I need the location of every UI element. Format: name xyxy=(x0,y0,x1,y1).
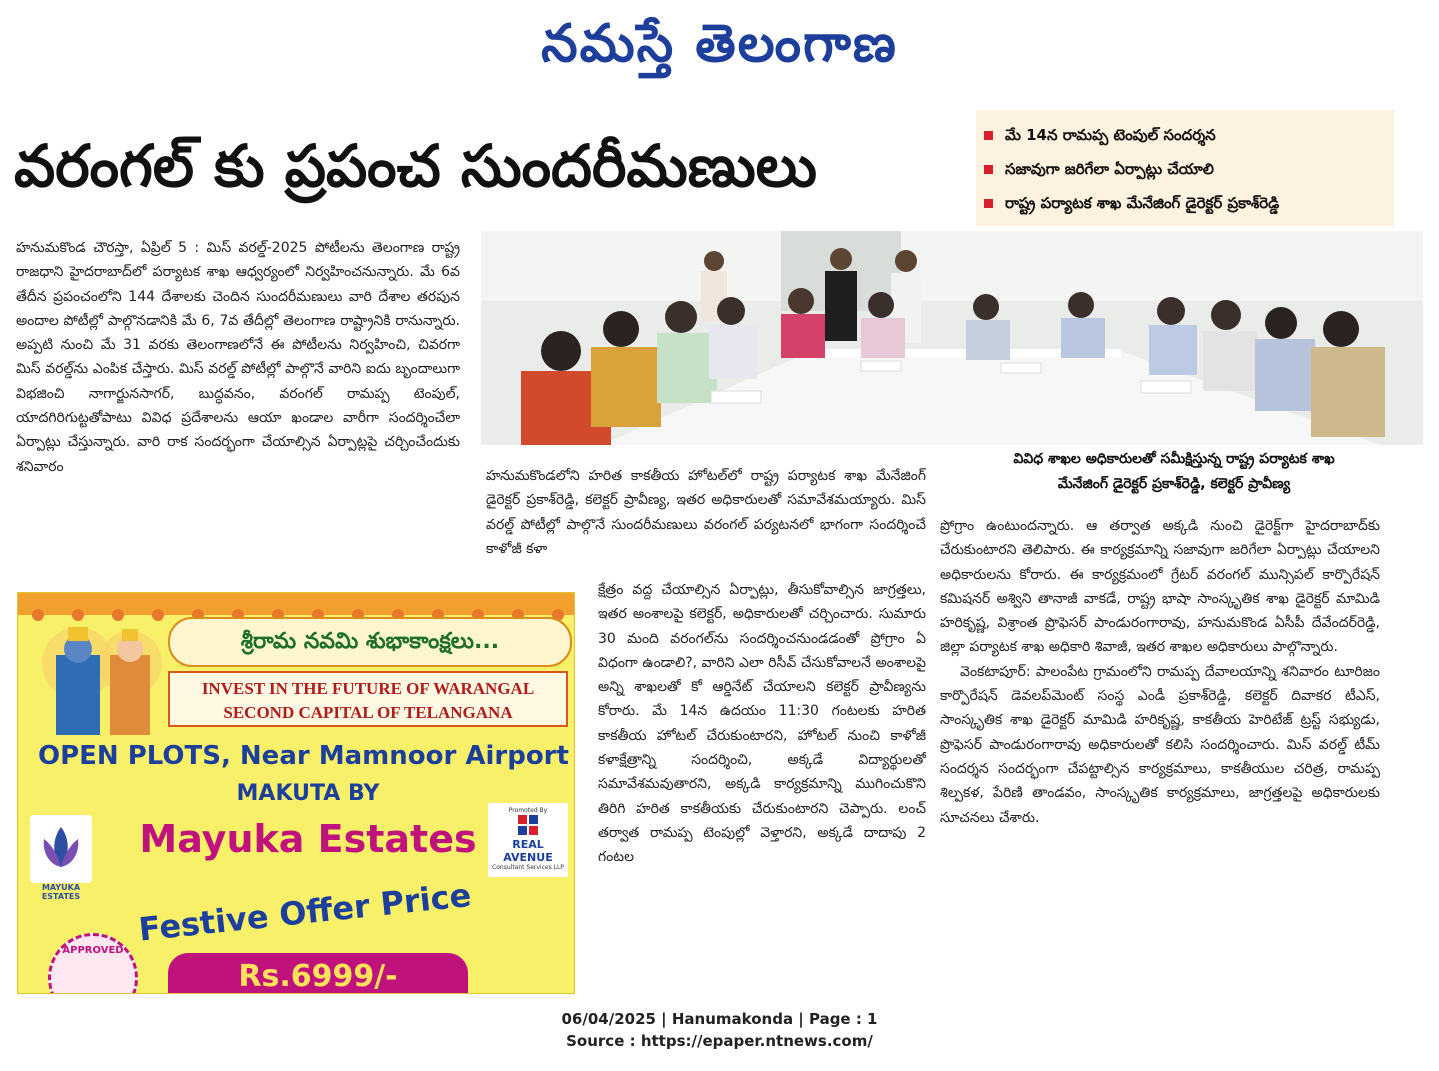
bullet-icon xyxy=(984,199,993,208)
page-footer xyxy=(0,1008,1439,1052)
highlight-item xyxy=(984,118,1394,152)
approved-seal-label: APPROVED xyxy=(62,945,124,956)
highlight-text: మే 14న రామప్ప టెంపుల్ సందర్శన xyxy=(1005,126,1216,144)
article-paragraph: వెంకటాపూర్: పాలంపేట గ్రామంలోని రామప్ప దేవాలయాన్ని శనివారం టూరిజం కార్పొరేషన్ డెవలప్‌మెంట్ సంస్థ ఎండీ ప్రకాశ్‌రెడ్డి, కలెక్టర్ దివాకర టీఎస్, సాంస్కృతిక శాఖ డైరెక్టర్ మామిడి హరికృష్ణ, కాకతీయ హెరిటేజ్ ట్రస్ట్ సభ్యుడు, ప్రొఫెసర్ పాండురంగారావు అధికారులతో కలిసి సందర్శించారు. మిస్ వరల్డ్ టీమ్ సందర్శన సందర్భంగా చేపట్టాల్సిన కార్యక్రమాలు, కాకతీయుల చరిత్ర, రామప్ప శిల్పకళ, పేరిణి తాండవం, సాంస్కృతిక కార్యక్రమాలు, జాగ్రత్తలపై అధికారులకు సూచనలు చేశారు. xyxy=(940,663,1380,826)
article-paragraph: హనుమకొండలోని హరిత కాకతీయ హోటల్‌లో రాష్ట్ర పర్యాటక శాఖ మేనేజింగ్ డైరెక్టర్ ప్రకాశ్‌రెడ్డి, కలెక్టర్ ప్రావీణ్య, ఇతర అధికారులతో సమావేశమయ్యారు. మిస్ వరల్డ్ పోటీల్లో పాల్గొనే సుందరీమణులు వరంగల్ పర్యటనలో భాగంగా సందర్శించే కాళోజీ కళా xyxy=(486,468,926,557)
real-avenue-icon xyxy=(518,815,538,835)
bullet-icon xyxy=(984,165,993,174)
advertisement[interactable] xyxy=(17,592,575,994)
caption-line: వివిధ శాఖల అధికారులతో సమీక్షిస్తున్న రాష్ట్ర పర్యాటక శాఖ xyxy=(1013,451,1335,467)
caption-line: మేనేజింగ్ డైరెక్టర్ ప్రకాశ్‌రెడ్డి, కలెక్టర్ ప్రావీణ్య xyxy=(1057,476,1291,492)
photo-caption xyxy=(944,447,1404,497)
ad-invest-line: INVEST IN THE FUTURE OF WARANGAL xyxy=(201,679,535,698)
article-paragraph: ప్రోగ్రాం ఉంటుందన్నారు. ఆ తర్వాత అక్కడి నుంచి డైరెక్ట్‌గా హైదరాబాద్‌కు చేరుకుంటారని తెలిపారు. ఈ కార్యక్రమాన్ని సజావుగా జరిగేలా ఏర్పాట్లు చేయాలని అధికారులను కోరారు. ఈ కార్యక్రమంలో గ్రేటర్ వరంగల్ మున్సిపల్ కార్పొరేషన్ కమిషనర్ అశ్విని తానాజీ వాకడే, రాష్ట్ర భాషా సాంస్కృతిక శాఖ డైరెక్టర్ మామిడి హరికృష్ణ, విశ్రాంత ప్రొఫెసర్ పాండురంగారావు, హనుమకొండ ఏసీపీ దేవేందర్‌రెడ్డి, జిల్లా పర్యాటక శాఖ అధికారి శివాజీ, ఇతర శాఖల అధికారులు పాల్గొన్నారు. xyxy=(940,518,1380,656)
promoter-name: REAL AVENUE xyxy=(503,838,553,864)
article-headline: వరంగల్ కు ప్రపంచ సుందరీమణులు xyxy=(14,132,817,200)
highlights-box xyxy=(976,110,1394,226)
article-paragraph: క్షేత్రం వద్ద చేయాల్సిన ఏర్పాట్లు, తీసుకోవాల్సిన జాగ్రత్తలు, ఇతర అంశాలపై కలెక్టర్, అధికారులతో చర్చించారు. సుమారు 30 మంది వరంగల్‌ను సందర్శించనుండడంతో ప్రోగ్రాం ఏ విధంగా ఉండాలి?, వారిని ఎలా రిసీవ్ చేసుకోవాలనే అంశాలపై అన్ని శాఖలతో కో ఆర్డినేట్ చేయాలని కలెక్టర్ ప్రావీణ్యను కోరారు. మే 14న ఉదయం 11:30 గంటలకు హరిత కాకతీయ హోటల్ చేరుకుంటారని, హోటల్ నుంచి కాళోజీ కళాక్షేత్రాన్ని సందర్శించి, అక్కడే విద్యార్థులతో సమావేశమవుతారని, అక్కడి కార్యక్రమాన్ని ముగించుకొని తిరిగి హరిత కాకతీయకు చేరుకుంటారని చెప్పారు. లంచ్ తర్వాత రామప్ప టెంపుల్లో వెళ్తారని, అక్కడే దాదాపు 2 గంటల xyxy=(598,582,926,866)
ad-invest-band xyxy=(168,671,568,727)
mayuka-logo-icon xyxy=(30,815,92,883)
newspaper-masthead: నమస్తే తెలంగాణ xyxy=(541,14,898,74)
ad-invest-line: SECOND CAPITAL OF TELANGANA xyxy=(223,703,513,722)
ad-festive-offer: Festive Offer Price xyxy=(136,875,473,949)
article-column-1 xyxy=(16,236,460,576)
highlight-text: సజావుగా జరిగేలా ఏర్పాట్లు చేయాలి xyxy=(1005,160,1214,178)
mayuka-logo-label: MAYUKA ESTATES xyxy=(41,883,81,901)
highlight-item xyxy=(984,152,1394,186)
highlight-item xyxy=(984,186,1394,220)
ad-brand-name: Mayuka Estates xyxy=(139,817,477,861)
article-column-2-continued xyxy=(598,578,926,974)
ad-open-plots: OPEN PLOTS, Near Mamnoor Airport xyxy=(38,741,569,771)
article-column-2 xyxy=(486,464,926,584)
highlight-text: రాష్ట్ర పర్యాటక శాఖ మేనేజింగ్ డైరెక్టర్ ప్రకాశ్‌రెడ్డి xyxy=(1005,194,1280,212)
promoter-caption: Promoted By xyxy=(508,807,548,814)
ad-price: Rs.6999/- xyxy=(238,959,398,994)
footer-source-line[interactable]: Source : https://epaper.ntnews.com/ xyxy=(566,1032,873,1050)
ad-makuta: MAKUTA BY xyxy=(236,781,380,806)
bullet-icon xyxy=(984,131,993,140)
real-avenue-logo xyxy=(488,803,568,877)
ad-greeting: శ్రీరామ నవమి శుభాకాంక్షలు... xyxy=(168,617,572,667)
meeting-photo xyxy=(481,231,1423,445)
footer-date-line: 06/04/2025 | Hanumakonda | Page : 1 xyxy=(561,1010,878,1028)
article-column-3 xyxy=(940,514,1380,974)
article-paragraph: హనుమకొండ చౌరస్తా, ఏప్రిల్ 5 : మిస్ వరల్డ్-2025 పోటీలను తెలంగాణ రాష్ట్ర రాజధాని హైదరాబాద్‌లో పర్యాటక శాఖ ఆధ్వర్యంలో నిర్వహించనున్నారు. మే 6వ తేదీన ప్రపంచంలోని 144 దేశాలకు చెందిన సుందరీమణులు వారి దేశాల తరపున అందాల పోటీల్లో పాల్గొనడానికి మే 6, 7వ తేదీల్లో తెలంగాణ రాష్ట్రానికి రానున్నారు. అప్పటి నుంచి మే 31 వరకు తెలంగాణలోనే ఈ పోటీలను నిర్వహించి, చివరగా మిస్ వరల్డ్‌ను ఎంపిక చేస్తారు. మిస్ వరల్డ్ పోటీల్లో పాల్గొనే వారిని ఐదు బృందాలుగా విభజించి నాగార్జునసాగర్, బుద్ధవనం, వరంగల్ రామప్ప టెంపుల్, యాదగిరిగుట్టతోపాటు వివిధ ప్రదేశాలను ఆయా ఖండాల వారీగా సందర్శించేలా ఏర్పాట్లు చేస్తున్నారు. వారి రాక సందర్భంగా చేయాల్సిన ఏర్పాట్లపై చర్చించేందుకు శనివారం xyxy=(16,240,460,475)
promoter-subtitle: Consultant Services LLP xyxy=(492,864,564,871)
